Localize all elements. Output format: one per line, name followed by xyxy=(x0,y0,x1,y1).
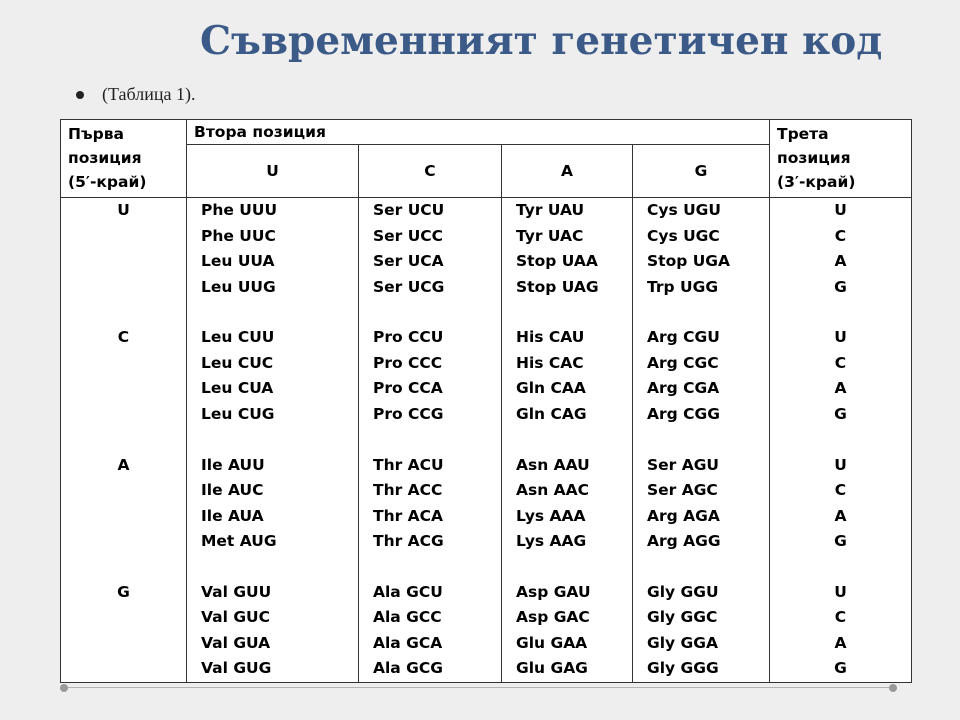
codon: Ser UCC xyxy=(373,226,444,245)
first-base-a: A xyxy=(117,455,130,474)
codon: Asn AAC xyxy=(516,481,590,500)
codon: Gly GGG xyxy=(647,659,719,678)
base-header-g: G xyxy=(633,145,770,198)
codon: His CAC xyxy=(516,353,584,372)
third-header-line: Трета xyxy=(777,125,829,143)
codon: Glu GAA xyxy=(516,633,588,652)
nav-dot-left-icon xyxy=(60,684,68,692)
codon: Ser AGU xyxy=(647,455,720,474)
nav-dot-right-icon xyxy=(889,684,897,692)
codon: His CAU xyxy=(516,328,585,347)
third-base: C xyxy=(834,608,847,627)
third-base: C xyxy=(834,353,847,372)
codon: Tyr UAC xyxy=(516,226,584,245)
third-header-line: позиция xyxy=(777,149,851,167)
first-base-u: U xyxy=(117,201,130,219)
third-base: A xyxy=(834,633,847,652)
codon: Ser AGC xyxy=(647,481,718,500)
third-base: G xyxy=(834,404,847,423)
codon: Pro CCU xyxy=(373,328,444,347)
codon: Asn AAU xyxy=(516,455,590,474)
codon: Asp GAU xyxy=(516,582,591,601)
codon: Arg CGA xyxy=(647,379,720,398)
third-base: U xyxy=(834,455,847,474)
third-base: U xyxy=(834,582,847,601)
codon: Cys UGC xyxy=(647,226,720,245)
third-position-header xyxy=(770,120,912,198)
codon: Glu GAG xyxy=(516,659,588,678)
codon-column-u xyxy=(187,198,359,683)
codon: Val GUU xyxy=(201,582,272,601)
codon: Cys UGU xyxy=(647,201,721,219)
codon: Ile AUU xyxy=(201,455,265,474)
third-position-column xyxy=(770,198,912,683)
codon: Arg AGG xyxy=(647,532,721,551)
codon: Pro CCG xyxy=(373,404,444,423)
bullet-item xyxy=(76,84,195,105)
codon: Gly GGA xyxy=(647,633,718,652)
third-base: G xyxy=(834,532,847,551)
codon: Tyr UAU xyxy=(516,201,585,219)
codon: Arg CGU xyxy=(647,328,720,347)
codon: Thr ACU xyxy=(373,455,444,474)
second-position-header: Втора позиция xyxy=(187,120,770,145)
codon: Phe UUU xyxy=(201,201,278,219)
codon: Stop UAA xyxy=(516,252,598,270)
codon: Arg AGA xyxy=(647,506,720,525)
codon: Leu CUG xyxy=(201,404,275,423)
codon: Val GUC xyxy=(201,608,271,627)
codon: Leu UUG xyxy=(201,277,276,296)
codon: Ser UCU xyxy=(373,201,445,219)
codon: Val GUA xyxy=(201,633,271,652)
first-base-g: G xyxy=(117,582,130,601)
slide-footer-line xyxy=(64,687,894,688)
codon: Pro CCC xyxy=(373,353,443,372)
first-header-line: (5′-край) xyxy=(68,173,147,191)
codon: Thr ACA xyxy=(373,506,444,525)
first-base-c: C xyxy=(117,328,130,347)
codon-column-g xyxy=(633,198,770,683)
base-header-a: A xyxy=(502,145,633,198)
codon: Ala GCG xyxy=(373,659,443,678)
genetic-code-table xyxy=(60,119,912,683)
codon: Leu CUA xyxy=(201,379,274,398)
first-header-line: Първа xyxy=(68,125,124,143)
codon: Ala GCA xyxy=(373,633,443,652)
base-header-c: C xyxy=(359,145,502,198)
third-base: A xyxy=(834,252,847,270)
codon: Leu UUA xyxy=(201,252,275,270)
codon: Stop UAG xyxy=(516,277,599,296)
codon: Phe UUC xyxy=(201,226,276,245)
third-base: A xyxy=(834,506,847,525)
codon-column-c xyxy=(359,198,502,683)
third-base: C xyxy=(834,226,847,245)
codon: Trp UGG xyxy=(647,277,719,296)
codon-column-a xyxy=(502,198,633,683)
third-base: U xyxy=(834,201,847,219)
third-base: G xyxy=(834,277,847,296)
first-position-column xyxy=(61,198,187,683)
codon: Ile AUA xyxy=(201,506,264,525)
codon: Pro CCA xyxy=(373,379,443,398)
third-base: G xyxy=(834,659,847,678)
codon: Asp GAC xyxy=(516,608,590,627)
codon: Gly GGU xyxy=(647,582,719,601)
codon: Ala GCU xyxy=(373,582,443,601)
first-position-header xyxy=(61,120,187,198)
codon: Val GUG xyxy=(201,659,272,678)
base-header-u: U xyxy=(187,145,359,198)
codon: Thr ACG xyxy=(373,532,444,551)
codon: Gln CAG xyxy=(516,404,587,423)
codon: Ser UCG xyxy=(373,277,445,296)
first-header-line: позиция xyxy=(68,149,142,167)
codon: Met AUG xyxy=(201,532,277,551)
codon: Thr ACC xyxy=(373,481,443,500)
codon: Gly GGC xyxy=(647,608,718,627)
codon: Lys AAG xyxy=(516,532,587,551)
bullet-text: (Таблица 1). xyxy=(102,84,196,104)
bullet-dot-icon xyxy=(76,91,84,99)
codon: Ser UCA xyxy=(373,252,444,270)
codon: Leu CUC xyxy=(201,353,274,372)
third-header-line: (3′-край) xyxy=(777,173,856,191)
third-base: C xyxy=(834,481,847,500)
codon: Ala GCC xyxy=(373,608,442,627)
codon: Leu CUU xyxy=(201,328,275,347)
third-base: A xyxy=(834,379,847,398)
codon: Ile AUC xyxy=(201,481,264,500)
codon: Arg CGC xyxy=(647,353,719,372)
codon: Arg CGG xyxy=(647,404,720,423)
third-base: U xyxy=(834,328,847,347)
slide-title: Съвременният генетичен код xyxy=(200,18,883,64)
codon: Lys AAA xyxy=(516,506,586,525)
codon: Gln CAA xyxy=(516,379,586,398)
codon: Stop UGA xyxy=(647,252,731,270)
